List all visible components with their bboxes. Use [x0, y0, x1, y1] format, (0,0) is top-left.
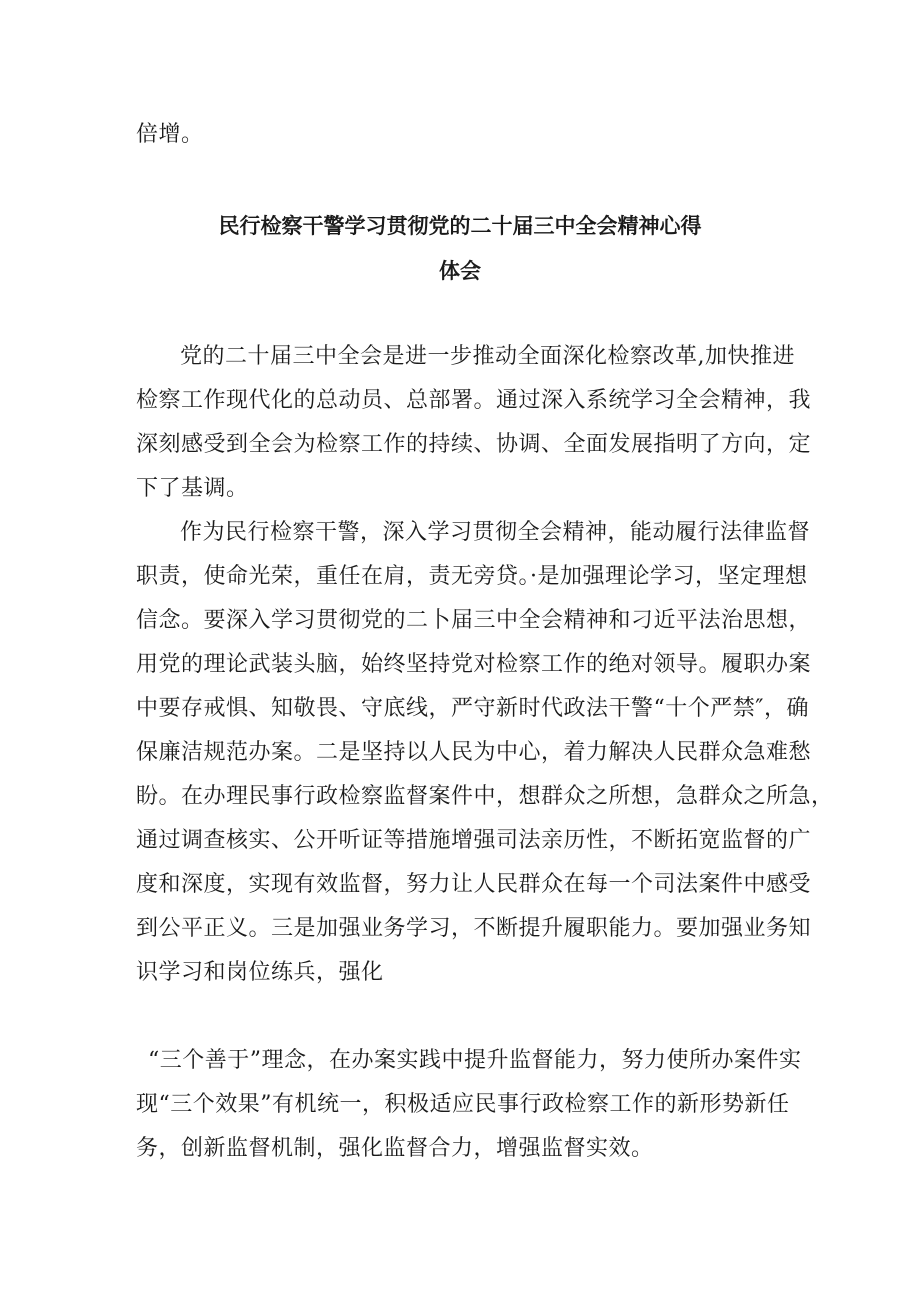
- paragraph-2-line-3: 信念。要深入学习贯彻党的二卜届三中全会精神和刁近平法治思想，: [136, 608, 812, 633]
- paragraph-3-line-2: 现“三个效果”有机统一，积极适应民事行政检察工作的新形势新任: [136, 1092, 790, 1117]
- paragraph-2-line-5: 中要存戒惧、知敬畏、守底线，严守新时代政法干警“十个严禁″，确: [136, 696, 809, 721]
- paragraph-2-line-4: 用党的理论武装头脑，始终坚持党对检察工作的绝对领导。履职办案: [136, 652, 812, 677]
- paragraph-3-line-3: 务，创新监督机制，强化监督合力，增强监督实效。: [136, 1136, 654, 1161]
- paragraph-1-line-2: 检察工作现代化的总动员、总部署。通过深入系统学习全会精神，我: [136, 388, 812, 413]
- document-title-line-2: 体会: [439, 259, 481, 283]
- paragraph-2-line-11: 识学习和岗位练兵，强化: [136, 960, 384, 985]
- paragraph-2-line-7: 盼。在办理民事行政检察监督案件中，想群众之所想，急群众之所急，: [136, 784, 834, 809]
- paragraph-2-line-10: 到公平正义。三是加强业务学习，不断提升履职能力。要加强业务知: [136, 916, 812, 941]
- document-title-line-1: 民行检察干警学习贯彻党的二十届三中全会精神心得: [218, 214, 702, 238]
- paragraph-2-line-1: 作为民行检察干警，深入学习贯彻全会精神，能动履行法律监督: [180, 520, 811, 545]
- leading-line: 倍增。: [136, 122, 204, 147]
- paragraph-1-line-4: 下了基调。: [136, 476, 249, 501]
- paragraph-2-line-9: 度和深度，实现有效监督，努力让人民群众在每一个司法案件中感受: [136, 872, 812, 897]
- paragraph-2-line-2: 职责，使命光荣，重任在肩，责无旁贷。·是加强理论学习，坚定理想: [136, 564, 808, 589]
- paragraph-2-line-8: 通过调查核实、公开听证等措施增强司法亲历性，不断拓宽监督的广: [136, 828, 812, 853]
- paragraph-3-line-1: “三个善于”理念，在办案实践中提升监督能力，努力使所办案件实: [148, 1048, 802, 1073]
- paragraph-1-line-3: 深刻感受到全会为检察工作的持续、协调、全面发展指明了方向，定: [136, 432, 812, 457]
- paragraph-2-line-6: 保廉洁规范办案。二是坚持以人民为中心，着力解决人民群众急难愁: [136, 740, 812, 765]
- paragraph-1-line-1: 党的二十届三中全会是进一步推动全面深化检察改革,加快推进: [180, 344, 795, 369]
